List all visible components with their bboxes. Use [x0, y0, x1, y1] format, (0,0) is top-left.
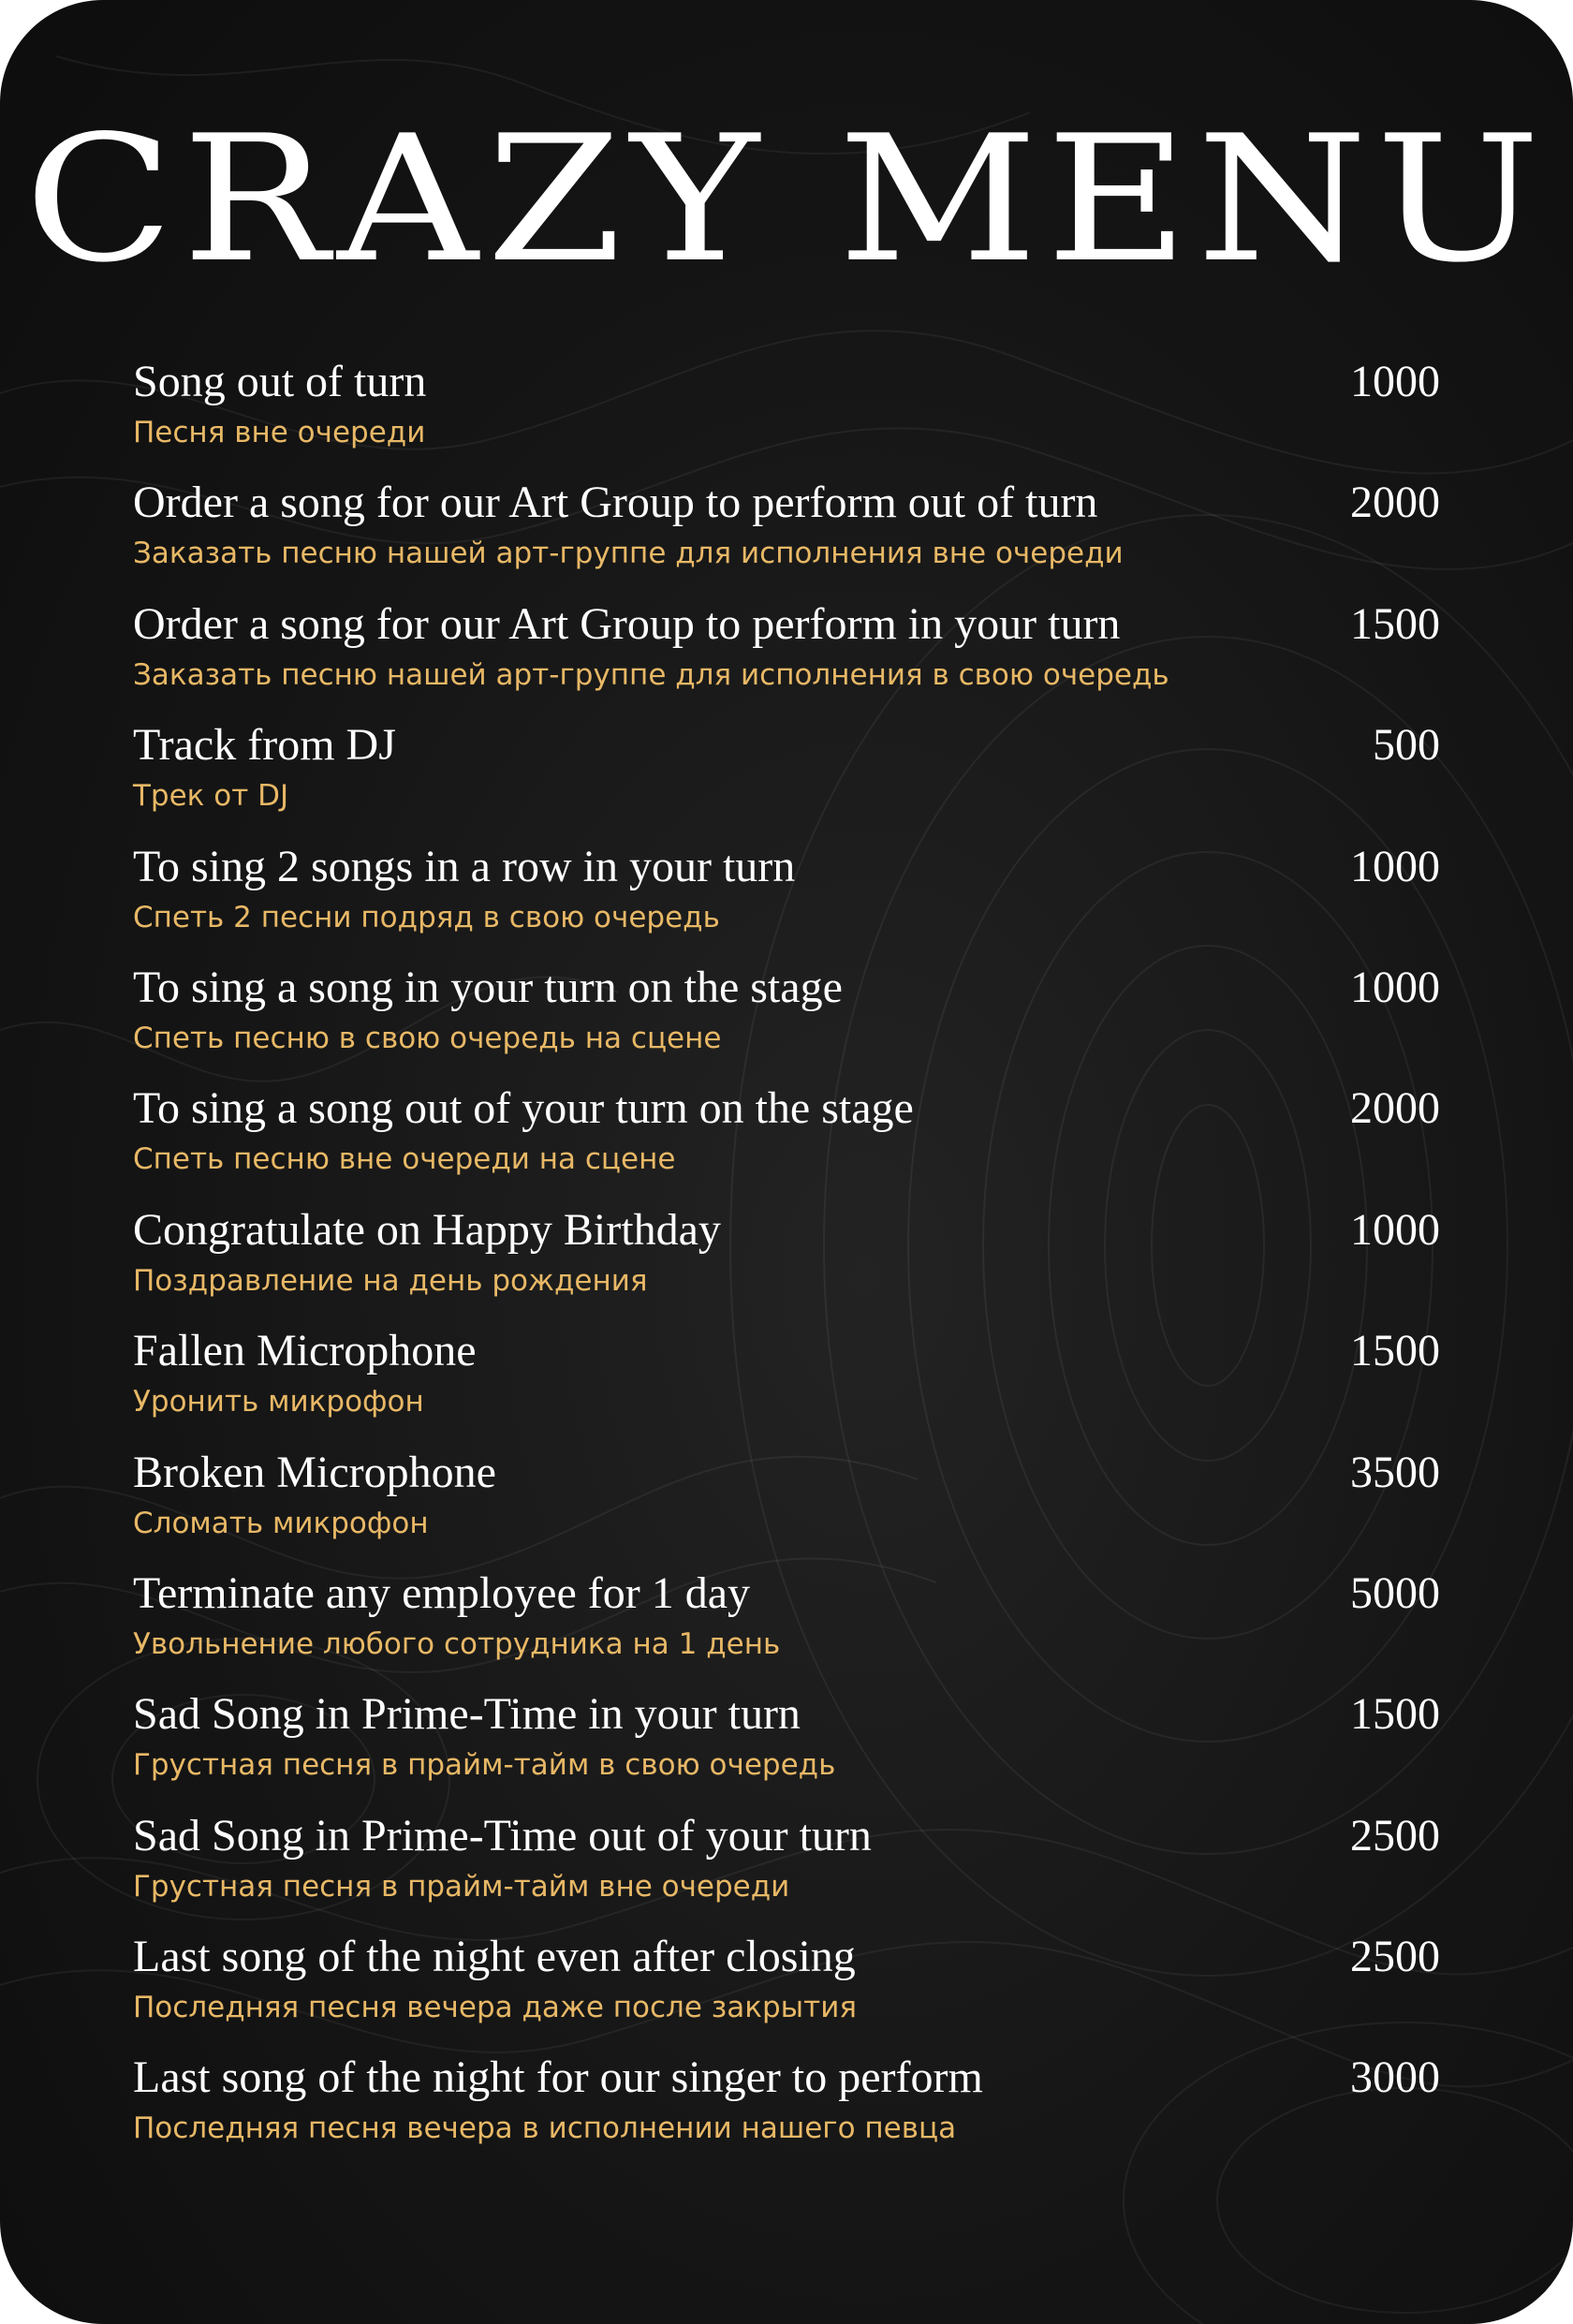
menu-item-translation: Последняя песня вечера в исполнении нашего певца — [133, 2111, 957, 2146]
menu-item — [133, 1081, 1440, 1201]
menu-item — [133, 1686, 1440, 1807]
menu-item-translation: Заказать песню нашей арт-группе для исполнения вне очереди — [133, 537, 1124, 571]
menu-item-translation: Спеть песню в свою очередь на сцене — [133, 1021, 722, 1055]
menu-item-name: Order a song for our Art Group to perform out of turn — [133, 478, 1098, 528]
menu-item — [133, 1808, 1440, 1929]
menu-item — [133, 717, 1440, 838]
menu-item-price: 1000 — [1350, 1204, 1440, 1255]
menu-item-name: Song out of turn — [133, 357, 427, 406]
menu-item-price: 2000 — [1350, 478, 1440, 528]
menu-item — [133, 960, 1440, 1081]
menu-item-translation: Трек от DJ — [133, 779, 289, 814]
menu-item-translation: Грустная песня в прайм-тайм вне очереди — [133, 1869, 790, 1904]
menu-item-translation: Увольнение любого сотрудника на 1 день — [133, 1626, 781, 1661]
menu-item-translation: Песня вне очереди — [133, 416, 426, 449]
menu-item — [133, 1445, 1440, 1566]
menu-item-name: To sing 2 songs in a row in your turn — [133, 841, 796, 891]
menu-item-name: Last song of the night for our singer to perform — [133, 2052, 983, 2103]
menu-item-translation: Грустная песня в прайм-тайм в свою очередь — [133, 1748, 836, 1783]
menu-item-price: 1000 — [1350, 962, 1440, 1012]
menu-item-name: To sing a song in your turn on the stage — [133, 962, 843, 1012]
menu-item — [133, 1929, 1440, 2050]
menu-item-translation: Поздравление на день рождения — [133, 1263, 648, 1298]
menu-item-name: Last song of the night even after closing — [133, 1932, 856, 1982]
menu-item — [133, 354, 1440, 475]
menu-item-name: Order a song for our Art Group to perform in your turn — [133, 598, 1121, 649]
menu-item-name: Terminate any employee for 1 day — [133, 1567, 751, 1618]
menu-item-name: Track from DJ — [133, 720, 396, 771]
menu-item-name: Congratulate on Happy Birthday — [133, 1204, 721, 1255]
menu-item-name: To sing a song out of your turn on the stage — [133, 1083, 914, 1134]
menu-item — [133, 596, 1440, 717]
menu-item — [133, 839, 1440, 960]
menu-item-price: 3500 — [1350, 1447, 1440, 1497]
menu-item — [133, 1566, 1440, 1686]
menu-item-translation: Спеть песню вне очереди на сцене — [133, 1142, 676, 1177]
menu-item — [133, 1323, 1440, 1444]
menu-item-translation: Сломать микрофон — [133, 1506, 429, 1540]
page-title: CRAZY MENU — [23, 97, 1549, 301]
menu-item-price: 2500 — [1350, 1810, 1440, 1861]
menu-item-translation: Заказать песню нашей арт-группе для исполнения в свою очередь — [133, 657, 1169, 692]
menu-item-translation: Спеть 2 песни подряд в свою очередь — [133, 900, 720, 934]
menu-item — [133, 2050, 1440, 2170]
menu-item-price: 2500 — [1350, 1932, 1440, 1982]
menu-item-name: Broken Microphone — [133, 1447, 496, 1497]
menu-item-price: 2000 — [1350, 1083, 1440, 1134]
menu-item-price: 3000 — [1350, 2052, 1440, 2103]
menu-item-price: 500 — [1373, 720, 1440, 771]
menu-item-name: Sad Song in Prime-Time in your turn — [133, 1689, 801, 1740]
menu-item — [133, 475, 1440, 596]
menu-item-price: 1500 — [1350, 598, 1440, 649]
menu-item-translation: Уронить микрофон — [133, 1385, 424, 1419]
menu-item-name: Sad Song in Prime-Time out of your turn — [133, 1810, 872, 1861]
menu-item-price: 1000 — [1350, 357, 1440, 406]
menu-list — [133, 354, 1440, 2171]
menu-item-price: 5000 — [1350, 1567, 1440, 1618]
menu-item-price: 1500 — [1350, 1689, 1440, 1740]
menu-item-price: 1500 — [1350, 1326, 1440, 1376]
menu-item-translation: Последняя песня вечера даже после закрытия — [133, 1991, 857, 2025]
menu-item — [133, 1202, 1440, 1323]
menu-item-name: Fallen Microphone — [133, 1326, 477, 1376]
menu-item-price: 1000 — [1350, 841, 1440, 891]
